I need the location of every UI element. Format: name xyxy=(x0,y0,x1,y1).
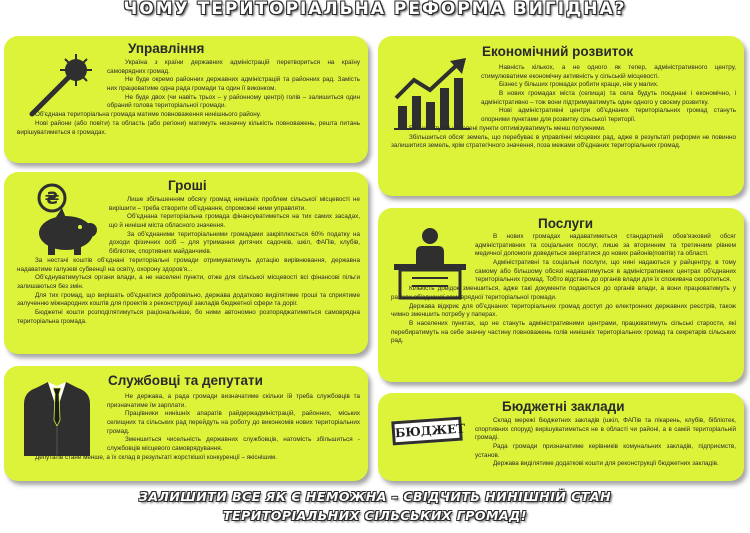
paragraph: Збільшиться обсяг земель, що перебуває в управлінні місцевих рад, адже в результаті реформи не повинно залишитися земель, крім стратегічного значення, поза межами об'єднаних територіальних громад. xyxy=(391,133,736,150)
economy-text xyxy=(391,64,736,151)
services-card xyxy=(378,208,744,382)
services-text xyxy=(391,233,736,346)
paragraph: Об'єднана територіальна громада фінансуватиметься на тих самих засадах, що й нинішні міста обласного значення. xyxy=(109,213,360,230)
paragraph: Не буде окремо районних державних адміністрацій та районних рад. Замість них працюватиме одна рада громади та один її виконком. xyxy=(107,76,360,93)
paragraph: В населених пунктах, що не стануть адміністративними центрами, працюватимуть сільські старости, які перебиратимуть на себе значну частину повноважень голів нинішніх територіальних громад та секретарів сільських рад. xyxy=(391,319,736,345)
governance-text xyxy=(17,59,360,137)
budget-title: Бюджетні заклади xyxy=(502,399,625,414)
paragraph: Об'єднана територіальна громада матиме повноваження нинішнього району. xyxy=(35,111,261,119)
paragraph: Для тих громад, що вирішать об'єднатися добровільно, держава додатково виділятиме гроші та сприятиме залученню міжнародних коштів для проектів з реконструкції закладів бюджетної сфери та доріг. xyxy=(17,291,360,308)
money-card xyxy=(4,172,368,354)
paragraph: Більш потужні населені пункти оптимізуватимуть менш потужними. xyxy=(409,124,606,132)
governance-title: Управління xyxy=(128,41,205,56)
paragraph: Зменшиться чисельність державних службовців, натомість збільшиться - службовців місцевого самоврядування. xyxy=(107,436,360,453)
paragraph: Кількість довідок зменшиться, адже такі документи подаються до органів влади, а вони працюватимуть у рамках об'єднаної самоврядної територіальної громади. xyxy=(391,285,736,301)
paragraph: За об'єднаними територіальними громадами закріплюється 60% податку на доходи фізичних осіб – для утримання дитячих садочків, шкіл, ФАПів, клубів, бібліотек, спортивних майданчиків. xyxy=(109,230,360,256)
paragraph: Депутатів стане менше, а їх склад в результаті жорсткішої конкуренції – якіснішим. xyxy=(35,453,278,461)
paragraph: Лише збільшенням обсягу громад нинішніх проблем сільської місцевості не вирішити – треба створити об'єднання, спроможні ними управляти. xyxy=(109,196,360,212)
paragraph: Адміністративні та соціальні послуги, що нині надаються у райцентру, в тому самому або більшому обсязі надаватимуться в адміністративних центрах об'єднаних територіальних громад. Тобто відстань до органів влади для їх споживача скоротиться. xyxy=(475,259,736,284)
paragraph: Нові адміністративні центри об'єднаних територіальних громад стануть опорними пунктами для розвитку сільської території. xyxy=(481,107,736,124)
conclusion-line-2: ТЕРИТОРІАЛЬНИХ СІЛЬСЬКИХ ГРОМАД! xyxy=(223,508,527,523)
paragraph: Бізнес у більших громадах робити краще, ніж у малих. xyxy=(499,81,659,89)
money-title: Гроші xyxy=(168,178,207,193)
paragraph: Об'єднуватимуться органи влади, а не населені пункти, отже для сільської місцевості всі фінансові пільги залишаються без змін. xyxy=(17,274,360,290)
paragraph: Нові райони (або повіти) та область (або регіони) матимуть незначну кількість повноважень, решта питань вирішуватиметься в громадах. xyxy=(17,119,360,136)
paragraph: Україна з країни державних адміністрацій перетвориться на країну самоврядних громад. xyxy=(107,59,360,75)
paragraph: Навність кількох, а не одного як тепер, адміністративного центру, стимулюватиме економічну активність у сільській місцевості. xyxy=(481,64,736,80)
paragraph: Держава відкриє для об'єднаних територіальних громад доступ до електронних державних реєстрів, також чимно зменшить потребу у паперах. xyxy=(391,302,736,319)
paragraph: В нових громадах міста (селища) та села будуть поєднані і економічно, і адміністративно – тож вони підтримуватимуть один одного у своєму розвитку. xyxy=(481,90,736,106)
conclusion-line-1: ЗАЛИШИТИ ВСЕ ЯК Є НЕМОЖНА – СВІДЧИТЬ НИНІШНІЙ СТАН xyxy=(138,489,612,504)
budget-text xyxy=(391,417,736,469)
governance-card xyxy=(4,36,368,163)
economy-title: Економічний розвиток xyxy=(482,44,634,59)
paragraph: Рада громади призначатиме керівників комунальних закладів, підприємств, установ. xyxy=(475,443,736,459)
staff-text xyxy=(17,393,360,463)
paragraph: В нових громадах надаватиметься стандартний обов'язковий обсяг адміністративних та соціальних послуг, лише за вторинним та третинним рівнем медичної допомоги доведеться звертатися до нових районів(повітів) та області. xyxy=(475,233,736,258)
paragraph: Склад мережі бюджетних закладів (шкіл, ФАПів та лікарень, клубів, бібліотек, спортивних споруд) вирішуватиметься не в області чи районі, а в самій територіальній громаді. xyxy=(475,417,736,442)
svg-text:₴: ₴ xyxy=(44,189,60,209)
staff-card xyxy=(4,366,368,481)
paragraph: Держава виділятиме додаткові кошти для реконструкції бюджетних закладів. xyxy=(493,460,719,468)
paragraph: Не буде двох (чи навіть трьох – у районному центрі) голів – залишиться один обраний голова територіальної громади. xyxy=(107,93,360,110)
services-title: Послуги xyxy=(538,216,594,231)
paragraph: Не держава, а рада громади визначатиме скільки їй треба службовців та призначатиме їм зарплати. xyxy=(107,393,360,409)
budget-card xyxy=(378,393,744,481)
money-text xyxy=(17,196,360,326)
paragraph: Бюджетні кошти розподілятимуться раціональніше, бо ними автономно розпоряджатиметься самоврядна територіальна громада. xyxy=(17,308,360,325)
budget-sign-label: БЮДЖЕТ xyxy=(391,417,463,446)
paragraph: За нестачі коштів об'єднані територіальні громади отримуватимуть дотацію вирівнювання, державна надаватиме галузеві субвенції на освіту, охорону здоров'я... xyxy=(17,256,360,273)
economy-card xyxy=(378,36,744,196)
paragraph: Працівники нинішніх апаратів райдержадміністрацій, районних, міських селищних та сільських рад перейдуть на роботу до виконкомів нових територіальних громад. xyxy=(107,410,360,435)
staff-title: Службовці та депутати xyxy=(108,373,263,388)
page-title: ЧОМУ ТЕРИТОРІАЛЬНА РЕФОРМА ВИГІДНА? xyxy=(123,0,627,19)
